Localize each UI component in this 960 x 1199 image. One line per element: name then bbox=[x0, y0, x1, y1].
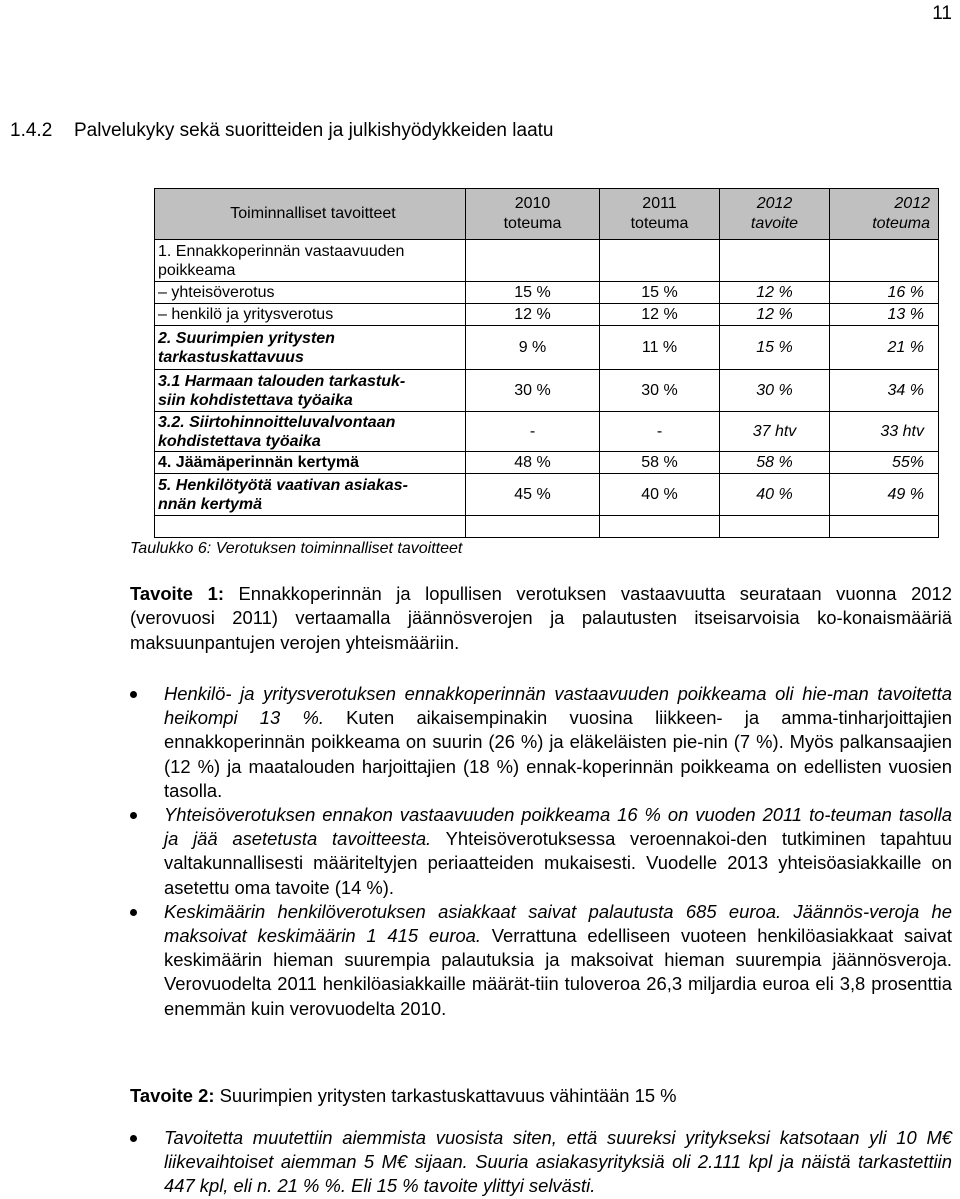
cell-value: 9 % bbox=[466, 326, 600, 370]
table-header-row bbox=[155, 189, 939, 240]
goal1-heading: Tavoite 1: bbox=[130, 583, 224, 604]
cell-value: - bbox=[600, 412, 720, 452]
cell-value: - bbox=[466, 412, 600, 452]
row-label: 4. Jäämäperinnän kertymä bbox=[155, 452, 466, 474]
header-label: Toiminnalliset tavoitteet bbox=[155, 189, 466, 240]
table-row bbox=[155, 282, 939, 304]
cell-value: 48 % bbox=[466, 452, 600, 474]
table-caption: Taulukko 6: Verotuksen toiminnalliset tavoitteet bbox=[130, 540, 463, 557]
cell-value: 34 % bbox=[830, 370, 939, 412]
bullet-text: Kuten aikaisempinakin vuosina liikkeen- ja amma-tinharjoittajien ennakkoperinnän poikkeama on suurin (26 %) ja eläkeläisten pie-nin (7 %). Myös palkansaajien (12 %) ja maatalouden harjoittajien (18 %) ennak-koperinnän poikkeama on edellisten vuosien tasolla. bbox=[164, 707, 952, 801]
goal1-paragraph bbox=[130, 582, 952, 655]
bullet-icon bbox=[130, 691, 137, 698]
cell-value: 15 % bbox=[720, 326, 830, 370]
cell-value: 30 % bbox=[600, 370, 720, 412]
header-col-2012-toteuma: 2012 toteuma bbox=[830, 189, 939, 240]
goal1-bullet-list bbox=[130, 682, 952, 1021]
bullet-icon bbox=[130, 812, 137, 819]
cell-value: 12 % bbox=[466, 304, 600, 326]
list-item bbox=[130, 900, 952, 1021]
section-number: 1.4.2 bbox=[10, 120, 53, 141]
table-row-empty bbox=[155, 516, 939, 538]
cell-value: 12 % bbox=[720, 304, 830, 326]
goal2-heading: Tavoite 2: bbox=[130, 1085, 215, 1106]
table-row bbox=[155, 452, 939, 474]
list-item bbox=[130, 682, 952, 803]
cell-value: 12 % bbox=[600, 304, 720, 326]
cell-value: 11 % bbox=[600, 326, 720, 370]
cell-value: 58 % bbox=[720, 452, 830, 474]
table-row bbox=[155, 474, 939, 516]
bullet-icon bbox=[130, 1135, 137, 1142]
cell-value: 58 % bbox=[600, 452, 720, 474]
header-col-2010-toteuma: 2010 toteuma bbox=[466, 189, 600, 240]
section-heading bbox=[10, 120, 553, 142]
row-label: 1. Ennakkoperinnän vastaavuuden poikkeama bbox=[155, 240, 466, 282]
cell-value: 30 % bbox=[466, 370, 600, 412]
row-label: – henkilö ja yritysverotus bbox=[155, 304, 466, 326]
cell-value: 55% bbox=[830, 452, 939, 474]
cell-value: 45 % bbox=[466, 474, 600, 516]
row-label: – yhteisöverotus bbox=[155, 282, 466, 304]
section-title: Palvelukyky sekä suoritteiden ja julkishyödykkeiden laatu bbox=[74, 120, 554, 141]
page-number: 11 bbox=[932, 3, 952, 24]
bullet-italic-text: Henkilö- ja yritysverotuksen ennakkoperinnän vastaavuuden poikkeama oli hie-man tavoitetta heikompi 13 %. bbox=[164, 683, 952, 729]
cell-value: 15 % bbox=[600, 282, 720, 304]
bullet-text: Yhteisöverotuksessa veroennakoi-den tutkiminen tapahtuu valtakunnallisesti määriteltyjen periaatteiden mukaisesti. Vuodelle 2013 yhteisöasiakkaille on asetettu oma tavoite (14 %). bbox=[164, 828, 952, 898]
cell-value: 40 % bbox=[720, 474, 830, 516]
cell-value: 15 % bbox=[466, 282, 600, 304]
header-col-2011-toteuma: 2011 toteuma bbox=[600, 189, 720, 240]
cell-value: 40 % bbox=[600, 474, 720, 516]
cell-value: 30 % bbox=[720, 370, 830, 412]
row-label: 3.1 Harmaan talouden tarkastuk- siin kohdistettava työaika bbox=[155, 370, 466, 412]
goal2-bullet-list bbox=[130, 1126, 952, 1199]
cell-value: 12 % bbox=[720, 282, 830, 304]
list-item bbox=[130, 803, 952, 900]
cell-value: 13 % bbox=[830, 304, 939, 326]
cell-value: 49 % bbox=[830, 474, 939, 516]
bullet-italic-text: Tavoitetta muutettiin aiemmista vuosista siten, että suureksi yritykseksi katsotaan yli 10 M€ liikevaihtoiset aiemman 5 M€ sijaan. Suuria asiakasyrityksiä oli 2.111 kpl ja näistä tarkastettiin 447 kpl, eli n. 21 % %. Eli 15 % tavoite ylittyi selvästi. bbox=[164, 1127, 952, 1197]
table-row bbox=[155, 370, 939, 412]
row-label: 2. Suurimpien yritysten tarkastuskattavuus bbox=[155, 326, 466, 370]
bullet-icon bbox=[130, 909, 137, 916]
table-row bbox=[155, 412, 939, 452]
cell-value: 33 htv bbox=[830, 412, 939, 452]
cell-value: 21 % bbox=[830, 326, 939, 370]
goal2-text: Suurimpien yritysten tarkastuskattavuus vähintään 15 % bbox=[214, 1085, 677, 1106]
list-item bbox=[130, 1126, 952, 1199]
table-row bbox=[155, 326, 939, 370]
header-col-2012-tavoite: 2012 tavoite bbox=[720, 189, 830, 240]
goals-table bbox=[154, 188, 939, 538]
bullet-text: Verrattuna edelliseen vuoteen henkilöasiakkaat saivat keskimäärin hieman suurempia palautuksia ja maksoivat hieman suurempia jäännösveroja. Verovuodelta 2011 henkilöasiakkaille määrät-tiin tuloveroa 26,3 miljardia euroa eli 3,8 prosenttia enemmän kuin verovuodelta 2010. bbox=[164, 925, 952, 1019]
table-row bbox=[155, 304, 939, 326]
row-label: 5. Henkilötyötä vaativan asiakas- nnän kertymä bbox=[155, 474, 466, 516]
goal1-text: Ennakkoperinnän ja lopullisen verotuksen vastaavuutta seurataan vuonna 2012 (verovuosi 2011) vertaamalla jäännösverojen ja palautusten itseisarvoisia ko-konaismääriä maksuunpantujen verojen yhteismääriin. bbox=[130, 583, 952, 653]
bullet-italic-text: Yhteisöverotuksen ennakon vastaavuuden poikkeama 16 % on vuoden 2011 to-teuman tasolla ja jää asetetusta tavoitteesta. bbox=[164, 804, 952, 850]
cell-value: 37 htv bbox=[720, 412, 830, 452]
table-row bbox=[155, 240, 939, 282]
goal2-paragraph bbox=[130, 1084, 952, 1108]
row-label: 3.2. Siirtohinnoitteluvalvontaan kohdistettava työaika bbox=[155, 412, 466, 452]
bullet-italic-text: Keskimäärin henkilöverotuksen asiakkaat saivat palautusta 685 euroa. Jäännös-veroja he maksoivat keskimäärin 1 415 euroa. bbox=[164, 900, 952, 947]
cell-value: 16 % bbox=[830, 282, 939, 304]
